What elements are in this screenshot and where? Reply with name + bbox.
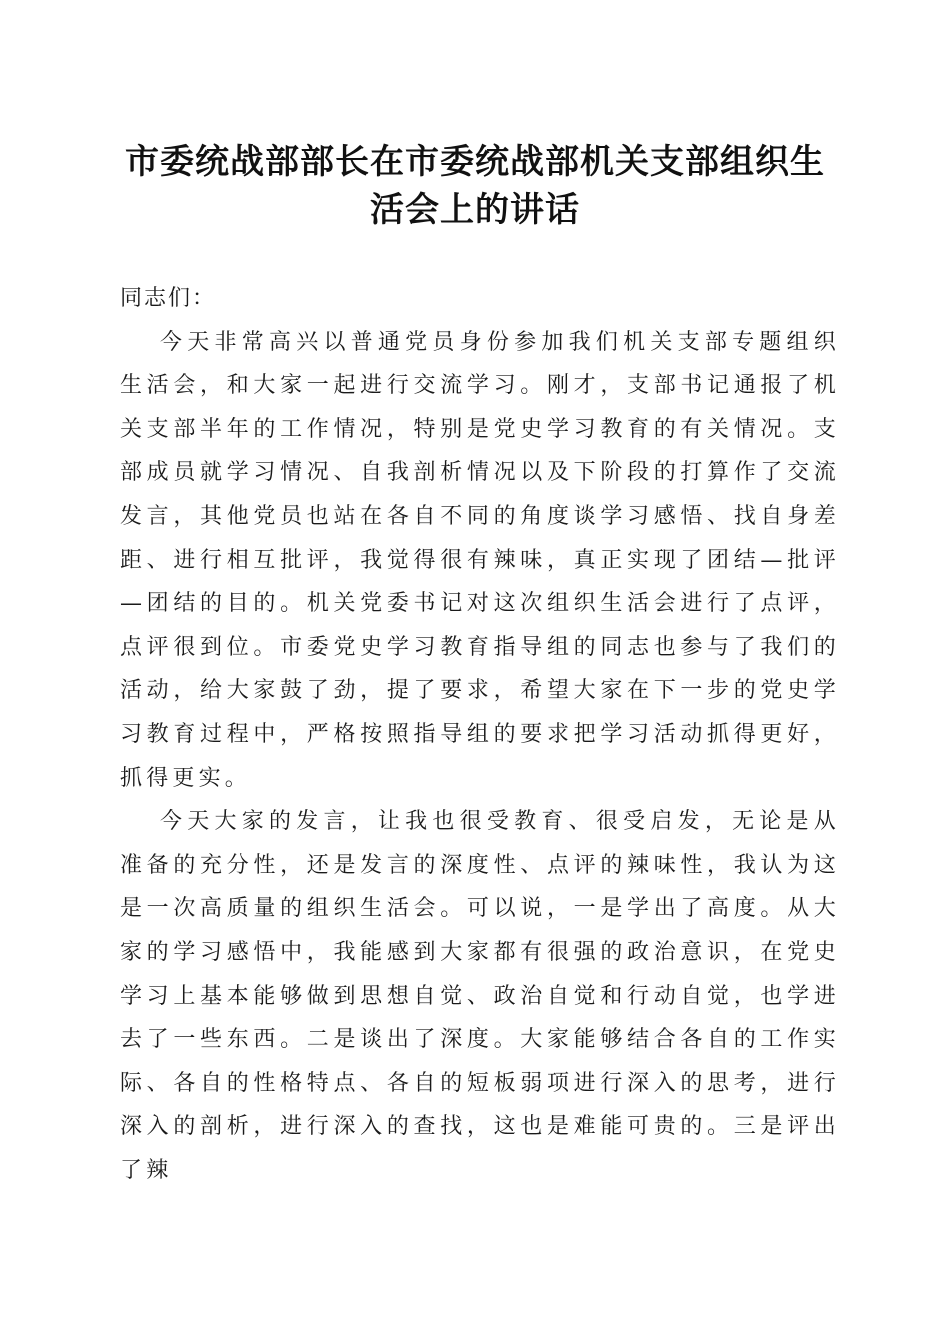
document-title-line-1: 市委统战部部长在市委统战部机关支部组织生: [125, 142, 825, 182]
paragraph-2: 今天大家的发言，让我也很受教育、很受启发，无论是从准备的充分性，还是发言的深度性、点评的辣味性，我认为这是一次高质量的组织生活会。可以说，一是学出了高度。从大家的学习感悟中，我能感到大家都有很强的政治意识，在党史学习上基本能够做到思想自觉、政治自觉和行动自觉，也学进去了一些东西。二是谈出了深度。大家能够结合各自的工作实际、各自的性格特点、各自的短板弱项进行深入的思考，进行深入的剖析，进行深入的查找，这也是难能可贵的。三是评出了辣: [120, 809, 840, 1183]
document-title-line-2: 活会上的讲话: [370, 190, 580, 230]
paragraph-1: 今天非常高兴以普通党员身份参加我们机关支部专题组织生活会，和大家一起进行交流学习。刚才，支部书记通报了机关支部半年的工作情况，特别是党史学习教育的有关情况。支部成员就学习情况、自我剖析情况以及下阶段的打算作了交流发言，其他党员也站在各自不同的角度谈学习感悟、找自身差距、进行相互批评，我觉得很有辣味，真正实现了团结—批评—团结的目的。机关党委书记对这次组织生活会进行了点评，点评很到位。市委党史学习教育指导组的同志也参与了我们的活动，给大家鼓了劲，提了要求，希望大家在下一步的党史学习教育过程中，严格按照指导组的要求把学习活动抓得更好，抓得更实。: [120, 329, 840, 791]
document-title: [90, 138, 860, 234]
salutation: 同志们：: [120, 286, 217, 311]
document-body: [120, 277, 840, 1192]
